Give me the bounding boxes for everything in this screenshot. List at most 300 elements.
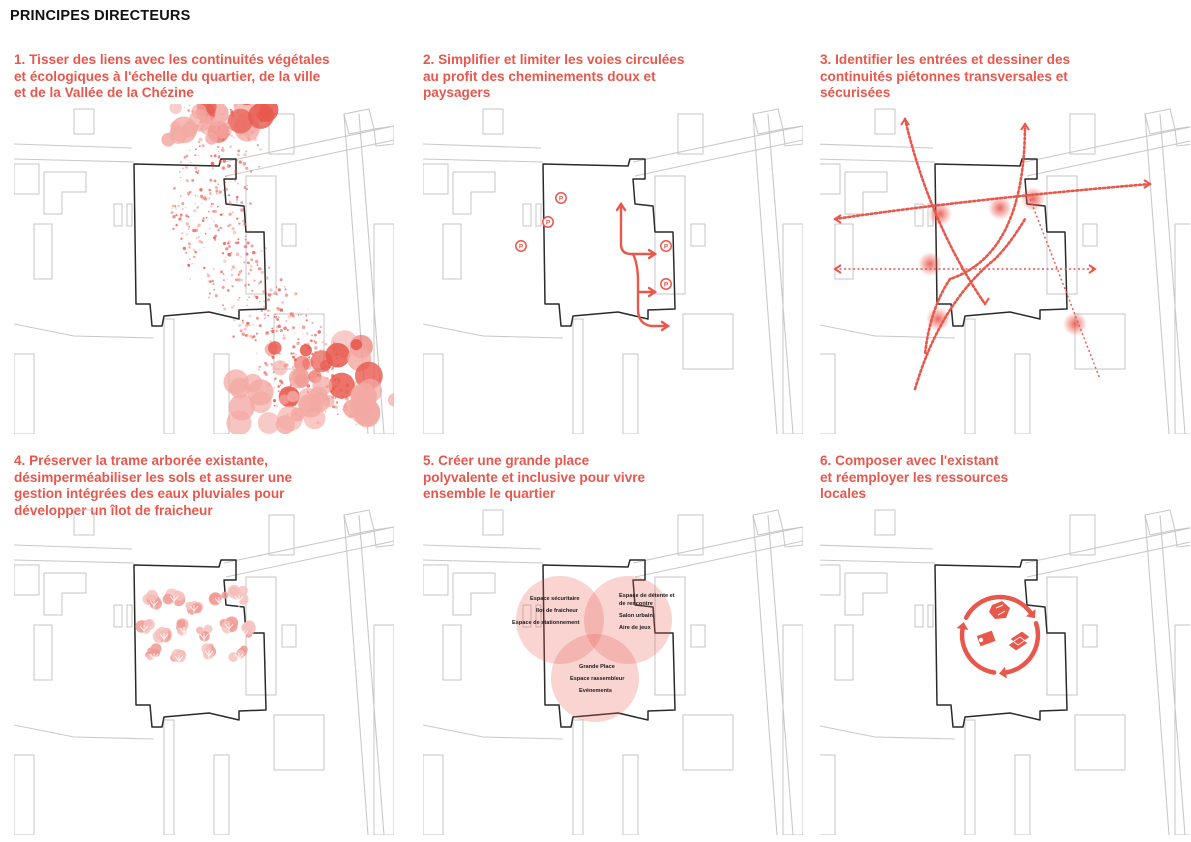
tree-canopy xyxy=(189,109,211,131)
corridor-dot xyxy=(186,179,189,182)
corridor-dot xyxy=(194,154,196,156)
corridor-dot xyxy=(285,320,287,322)
corridor-dot xyxy=(258,369,260,371)
corridor-dot xyxy=(245,334,249,338)
corridor-dot xyxy=(231,135,233,137)
tree-canopy xyxy=(312,376,332,396)
corridor-dot xyxy=(242,165,244,167)
corridor-dot xyxy=(202,219,205,222)
corridor-dot xyxy=(267,315,269,317)
tree-canopy xyxy=(304,408,326,430)
building-outline xyxy=(783,224,803,434)
tree-canopy xyxy=(289,368,310,389)
corridor-dot xyxy=(185,207,186,208)
building-outline xyxy=(374,527,394,547)
building-outline xyxy=(423,565,448,595)
traffic-arrow xyxy=(621,204,655,254)
corridor-dot xyxy=(306,319,308,321)
corridor-dot xyxy=(292,345,295,348)
tree-canopy xyxy=(144,619,155,630)
corridor-dot xyxy=(232,227,235,230)
corridor-dot xyxy=(181,237,183,239)
corridor-dot xyxy=(195,252,197,254)
road-line xyxy=(633,527,803,563)
corridor-dot xyxy=(172,215,175,218)
corridor-dot xyxy=(224,181,226,183)
tree-canopy xyxy=(272,360,287,375)
road-line xyxy=(14,144,132,148)
corridor-dot xyxy=(276,325,279,328)
corridor-dot xyxy=(207,274,210,277)
corridor-dot xyxy=(247,299,248,300)
corridor-dot xyxy=(225,176,227,178)
corridor-dot xyxy=(238,271,241,274)
building-outline xyxy=(965,319,975,434)
corridor-dot xyxy=(260,308,262,310)
corridor-dot xyxy=(240,201,243,204)
corridor-dot xyxy=(240,329,243,332)
corridor-dot xyxy=(188,246,190,248)
corridor-dot xyxy=(245,150,247,152)
pedestrian-path xyxy=(1030,199,1100,379)
corridor-dot xyxy=(269,288,272,291)
corridor-dot xyxy=(276,286,277,287)
corridor-dot xyxy=(234,137,235,138)
corridor-dot xyxy=(221,148,225,152)
corridor-dot xyxy=(180,161,182,163)
corridor-dot xyxy=(244,245,247,248)
corridor-dot xyxy=(284,384,285,385)
road-line xyxy=(753,515,777,835)
building-outline xyxy=(44,172,86,214)
building-outline xyxy=(44,573,86,615)
building-outline xyxy=(1047,577,1077,695)
corridor-dot xyxy=(264,317,266,319)
corridor-dot xyxy=(233,305,235,307)
corridor-dot xyxy=(283,334,285,336)
tree-canopy xyxy=(238,594,249,605)
corridor-dot xyxy=(273,399,276,402)
corridor-dot xyxy=(314,346,318,350)
building-outline xyxy=(1015,354,1030,434)
corridor-dot xyxy=(214,180,217,183)
corridor-dot xyxy=(223,260,226,263)
corridor-dot xyxy=(198,170,200,172)
building-outline xyxy=(536,204,541,226)
corridor-dot xyxy=(181,232,183,234)
corridor-dot xyxy=(173,187,176,190)
building-outline xyxy=(344,109,374,134)
corridor-dot xyxy=(189,259,190,260)
corridor-dot xyxy=(250,265,253,268)
corridor-dot xyxy=(198,236,200,238)
panel-heading: 1. Tisser des liens avec les continuités végétales et écologiques à l'échelle du quartier, de la ville et de la Vallée de la Chézine xyxy=(14,52,330,101)
corridor-dot xyxy=(257,263,258,264)
building-outline xyxy=(845,172,887,214)
building-outline xyxy=(114,605,122,627)
tree-canopy xyxy=(155,627,168,640)
corridor-dot xyxy=(284,286,285,287)
road-line xyxy=(344,515,368,835)
building-outline xyxy=(1075,715,1125,770)
corridor-dot xyxy=(222,286,225,289)
road-line xyxy=(1145,114,1169,434)
corridor-dot xyxy=(285,289,286,290)
building-outline xyxy=(965,720,975,835)
road-line xyxy=(820,560,935,563)
corridor-dot xyxy=(256,317,257,318)
building-outline xyxy=(423,164,448,194)
tree-canopy xyxy=(201,643,211,653)
map-reuse-resources xyxy=(820,505,1190,835)
road-line xyxy=(14,725,154,739)
building-outline xyxy=(1145,510,1175,535)
venn-left-label-2: Ilot de fraicheur xyxy=(536,608,578,614)
corridor-dot xyxy=(320,326,322,328)
corridor-dot xyxy=(223,195,224,196)
building-outline xyxy=(753,109,783,134)
corridor-dot xyxy=(258,282,261,285)
corridor-dot xyxy=(198,141,200,143)
panel-heading: 5. Créer une grande place polyvalente et inclusive pour vivre ensemble le quartier xyxy=(423,453,646,502)
parking-label: P xyxy=(663,281,669,289)
building-outline xyxy=(14,565,39,595)
corridor-dot xyxy=(183,247,186,250)
corridor-dot xyxy=(277,308,280,311)
tree-canopy xyxy=(229,378,250,399)
building-outline xyxy=(1015,755,1030,835)
corridor-dot xyxy=(246,253,249,256)
building-outline xyxy=(423,755,443,835)
corridor-dot xyxy=(234,170,238,174)
road-line xyxy=(423,144,541,148)
road-line xyxy=(359,515,384,835)
corridor-dot xyxy=(287,329,289,331)
panel-heading: 6. Composer avec l'existant et réemployer les ressources locales xyxy=(820,453,1009,502)
venn-right-label-4: Aire de jeux xyxy=(619,625,651,631)
corridor-dot xyxy=(223,279,225,281)
corridor-dot xyxy=(250,171,252,173)
building-outline xyxy=(783,126,803,146)
corridor-dot xyxy=(270,310,271,311)
corridor-dot xyxy=(326,334,328,336)
corridor-dot xyxy=(209,189,211,191)
parking-label: P xyxy=(545,219,551,227)
corridor-dot xyxy=(236,218,238,220)
corridor-dot xyxy=(199,138,203,142)
map-grande-place xyxy=(423,505,803,835)
building-outline xyxy=(915,605,923,627)
corridor-dot xyxy=(265,363,268,366)
corridor-dot xyxy=(298,338,300,340)
building-outline xyxy=(820,755,835,835)
building-outline xyxy=(623,755,638,835)
corridor-dot xyxy=(240,208,244,212)
corridor-dot xyxy=(197,226,199,228)
corridor-dot xyxy=(210,155,212,157)
corridor-dot xyxy=(237,238,239,240)
corridor-dot xyxy=(242,322,244,324)
corridor-dot xyxy=(280,278,283,281)
corridor-dot xyxy=(189,191,192,194)
building-outline xyxy=(845,573,887,615)
corridor-dot xyxy=(189,278,190,279)
road-line xyxy=(14,560,134,563)
corridor-dot xyxy=(193,256,195,258)
corridor-dot xyxy=(259,324,262,327)
corridor-dot xyxy=(248,297,249,298)
corridor-dot xyxy=(314,334,317,337)
entrance-marker xyxy=(928,202,952,226)
tree-canopy xyxy=(221,592,228,599)
road-line xyxy=(14,159,134,162)
corridor-dot xyxy=(171,211,174,214)
building-outline xyxy=(753,510,783,535)
corridor-dot xyxy=(295,354,296,355)
corridor-dot xyxy=(247,305,248,306)
venn-right-label-3: Salon urbain xyxy=(619,613,653,619)
tree-canopy xyxy=(365,398,375,408)
tree-canopy xyxy=(169,104,181,114)
corridor-dot xyxy=(236,196,239,199)
corridor-dot xyxy=(296,293,297,294)
corridor-dot xyxy=(189,105,190,106)
parking-label: P xyxy=(663,243,669,251)
road-line xyxy=(633,126,803,162)
corridor-dot xyxy=(180,177,181,178)
corridor-dot xyxy=(250,269,252,271)
road-line xyxy=(14,545,132,549)
building-outline xyxy=(573,319,583,434)
corridor-dot xyxy=(222,252,224,254)
corridor-dot xyxy=(312,322,314,324)
road-line xyxy=(1027,140,1190,176)
corridor-dot xyxy=(244,328,247,331)
corridor-dot xyxy=(259,148,262,151)
corridor-dot xyxy=(227,253,230,256)
corridor-dot xyxy=(255,339,257,341)
building-outline xyxy=(127,605,132,627)
corridor-dot xyxy=(242,320,244,322)
corridor-dot xyxy=(238,309,240,311)
corridor-dot xyxy=(271,328,273,330)
corridor-dot xyxy=(227,289,230,292)
corridor-dot xyxy=(198,240,201,243)
corridor-dot xyxy=(237,299,239,301)
corridor-dot xyxy=(355,423,357,425)
corridor-dot xyxy=(306,332,308,334)
corridor-dot xyxy=(276,405,278,407)
building-outline xyxy=(928,605,933,627)
corridor-dot xyxy=(205,233,207,235)
corridor-dot xyxy=(253,335,255,337)
corridor-dot xyxy=(278,390,280,392)
building-outline xyxy=(483,510,503,535)
corridor-dot xyxy=(292,366,295,369)
corridor-dot xyxy=(257,264,259,266)
corridor-dot xyxy=(295,332,296,333)
corridor-dot xyxy=(208,198,210,200)
corridor-dot xyxy=(209,179,212,182)
corridor-dot xyxy=(186,222,190,226)
corridor-dot xyxy=(232,212,233,213)
road-line xyxy=(635,541,803,577)
corridor-dot xyxy=(287,315,290,318)
corridor-dot xyxy=(290,312,293,315)
corridor-dot xyxy=(229,213,232,216)
corridor-dot xyxy=(265,276,268,279)
corridor-dot xyxy=(291,353,293,355)
corridor-dot xyxy=(314,340,316,342)
corridor-dot xyxy=(268,293,271,296)
corridor-dot xyxy=(234,180,236,182)
corridor-dot xyxy=(243,223,246,226)
corridor-dot xyxy=(217,146,219,148)
corridor-dot xyxy=(213,289,215,291)
corridor-dot xyxy=(237,183,239,185)
road-line xyxy=(423,159,543,162)
corridor-dot xyxy=(249,315,252,318)
tree-canopy xyxy=(241,623,251,633)
corridor-dot xyxy=(283,336,286,339)
corridor-dot xyxy=(249,202,251,204)
corridor-dot xyxy=(185,252,187,254)
corridor-dot xyxy=(245,324,248,327)
corridor-dot xyxy=(210,205,213,208)
corridor-dot xyxy=(246,188,248,190)
building-outline xyxy=(523,204,531,226)
panel-1 xyxy=(14,52,394,437)
corridor-dot xyxy=(285,294,288,297)
panel-heading: 3. Identifier les entrées et dessiner des continuités piétonnes transversales et sécurisées xyxy=(820,52,1071,101)
corridor-dot xyxy=(186,234,188,236)
corridor-dot xyxy=(258,267,261,270)
corridor-dot xyxy=(236,253,240,257)
corridor-dot xyxy=(272,332,273,333)
corridor-dot xyxy=(222,147,223,148)
corridor-dot xyxy=(195,195,196,196)
corridor-dot xyxy=(249,335,252,338)
corridor-dot xyxy=(219,228,220,229)
corridor-dot xyxy=(225,188,228,191)
road-line xyxy=(423,324,563,338)
corridor-dot xyxy=(258,166,260,168)
road-line xyxy=(1160,114,1185,434)
corridor-dot xyxy=(275,316,277,318)
base-map xyxy=(820,109,1190,434)
corridor-dot xyxy=(232,285,234,287)
corridor-dot xyxy=(257,144,259,146)
corridor-dot xyxy=(219,160,222,163)
corridor-dot xyxy=(240,279,243,282)
tree-canopy xyxy=(205,132,218,145)
corridor-dot xyxy=(229,224,232,227)
corridor-dot xyxy=(185,166,188,169)
corridor-dot xyxy=(229,202,232,205)
entrance-marker xyxy=(926,307,950,331)
road-line xyxy=(635,140,803,176)
corridor-dot xyxy=(203,217,205,219)
corridor-dot xyxy=(201,197,204,200)
corridor-dot xyxy=(182,208,184,210)
corridor-dot xyxy=(335,406,338,409)
corridor-dot xyxy=(223,242,226,245)
corridor-dot xyxy=(188,110,190,112)
corridor-dot xyxy=(237,154,239,156)
entrance-marker xyxy=(988,196,1012,220)
venn-bottom-label-3: Evénements xyxy=(579,688,612,694)
building-outline xyxy=(274,715,324,770)
corridor-dot xyxy=(195,148,197,150)
corridor-dot xyxy=(336,401,338,403)
building-outline xyxy=(246,176,276,294)
corridor-dot xyxy=(178,205,180,207)
corridor-dot xyxy=(207,273,209,275)
corridor-dot xyxy=(247,185,248,186)
corridor-dot xyxy=(259,301,261,303)
tree-canopy xyxy=(192,603,203,614)
corridor-dot xyxy=(233,318,236,321)
building-outline xyxy=(374,625,394,835)
building-outline xyxy=(423,354,443,434)
traffic-arrow xyxy=(633,254,655,292)
corridor-dot xyxy=(252,251,255,254)
corridor-dot xyxy=(249,230,251,232)
corridor-dot xyxy=(244,186,247,189)
building-outline xyxy=(1083,625,1097,647)
map-tree-canopy xyxy=(14,505,394,835)
corridor-dot xyxy=(199,145,201,147)
road-line xyxy=(1160,515,1185,835)
venn-bottom-label-1: Grande Place xyxy=(579,664,615,670)
corridor-dot xyxy=(214,210,217,213)
corridor-dot xyxy=(242,220,245,223)
tree-canopy xyxy=(300,344,312,356)
building-outline xyxy=(691,224,705,246)
corridor-dot xyxy=(188,226,190,228)
corridor-dot xyxy=(325,343,328,346)
corridor-dot xyxy=(222,166,225,169)
corridor-dot xyxy=(279,353,281,355)
building-outline xyxy=(820,164,840,194)
corridor-dot xyxy=(248,284,250,286)
corridor-dot xyxy=(218,151,219,152)
corridor-dot xyxy=(209,280,212,283)
corridor-dot xyxy=(213,221,214,222)
road-line xyxy=(820,725,955,739)
tree-canopy xyxy=(351,339,362,350)
corridor-dot xyxy=(232,335,234,337)
corridor-dot xyxy=(182,168,184,170)
corridor-dot xyxy=(293,352,295,354)
corridor-dot xyxy=(228,194,230,196)
corridor-dot xyxy=(227,164,231,168)
building-outline xyxy=(453,172,495,214)
corridor-dot xyxy=(262,290,265,293)
road-line xyxy=(226,541,394,577)
corridor-dot xyxy=(197,206,199,208)
corridor-dot xyxy=(273,387,275,389)
corridor-dot xyxy=(209,228,211,230)
corridor-dot xyxy=(335,397,337,399)
road-line xyxy=(423,560,543,563)
corridor-dot xyxy=(188,228,189,229)
corridor-dot xyxy=(244,284,246,286)
corridor-dot xyxy=(275,330,277,332)
tree-canopy xyxy=(250,391,272,413)
corridor-dot xyxy=(263,306,265,308)
corridor-dot xyxy=(268,267,270,269)
